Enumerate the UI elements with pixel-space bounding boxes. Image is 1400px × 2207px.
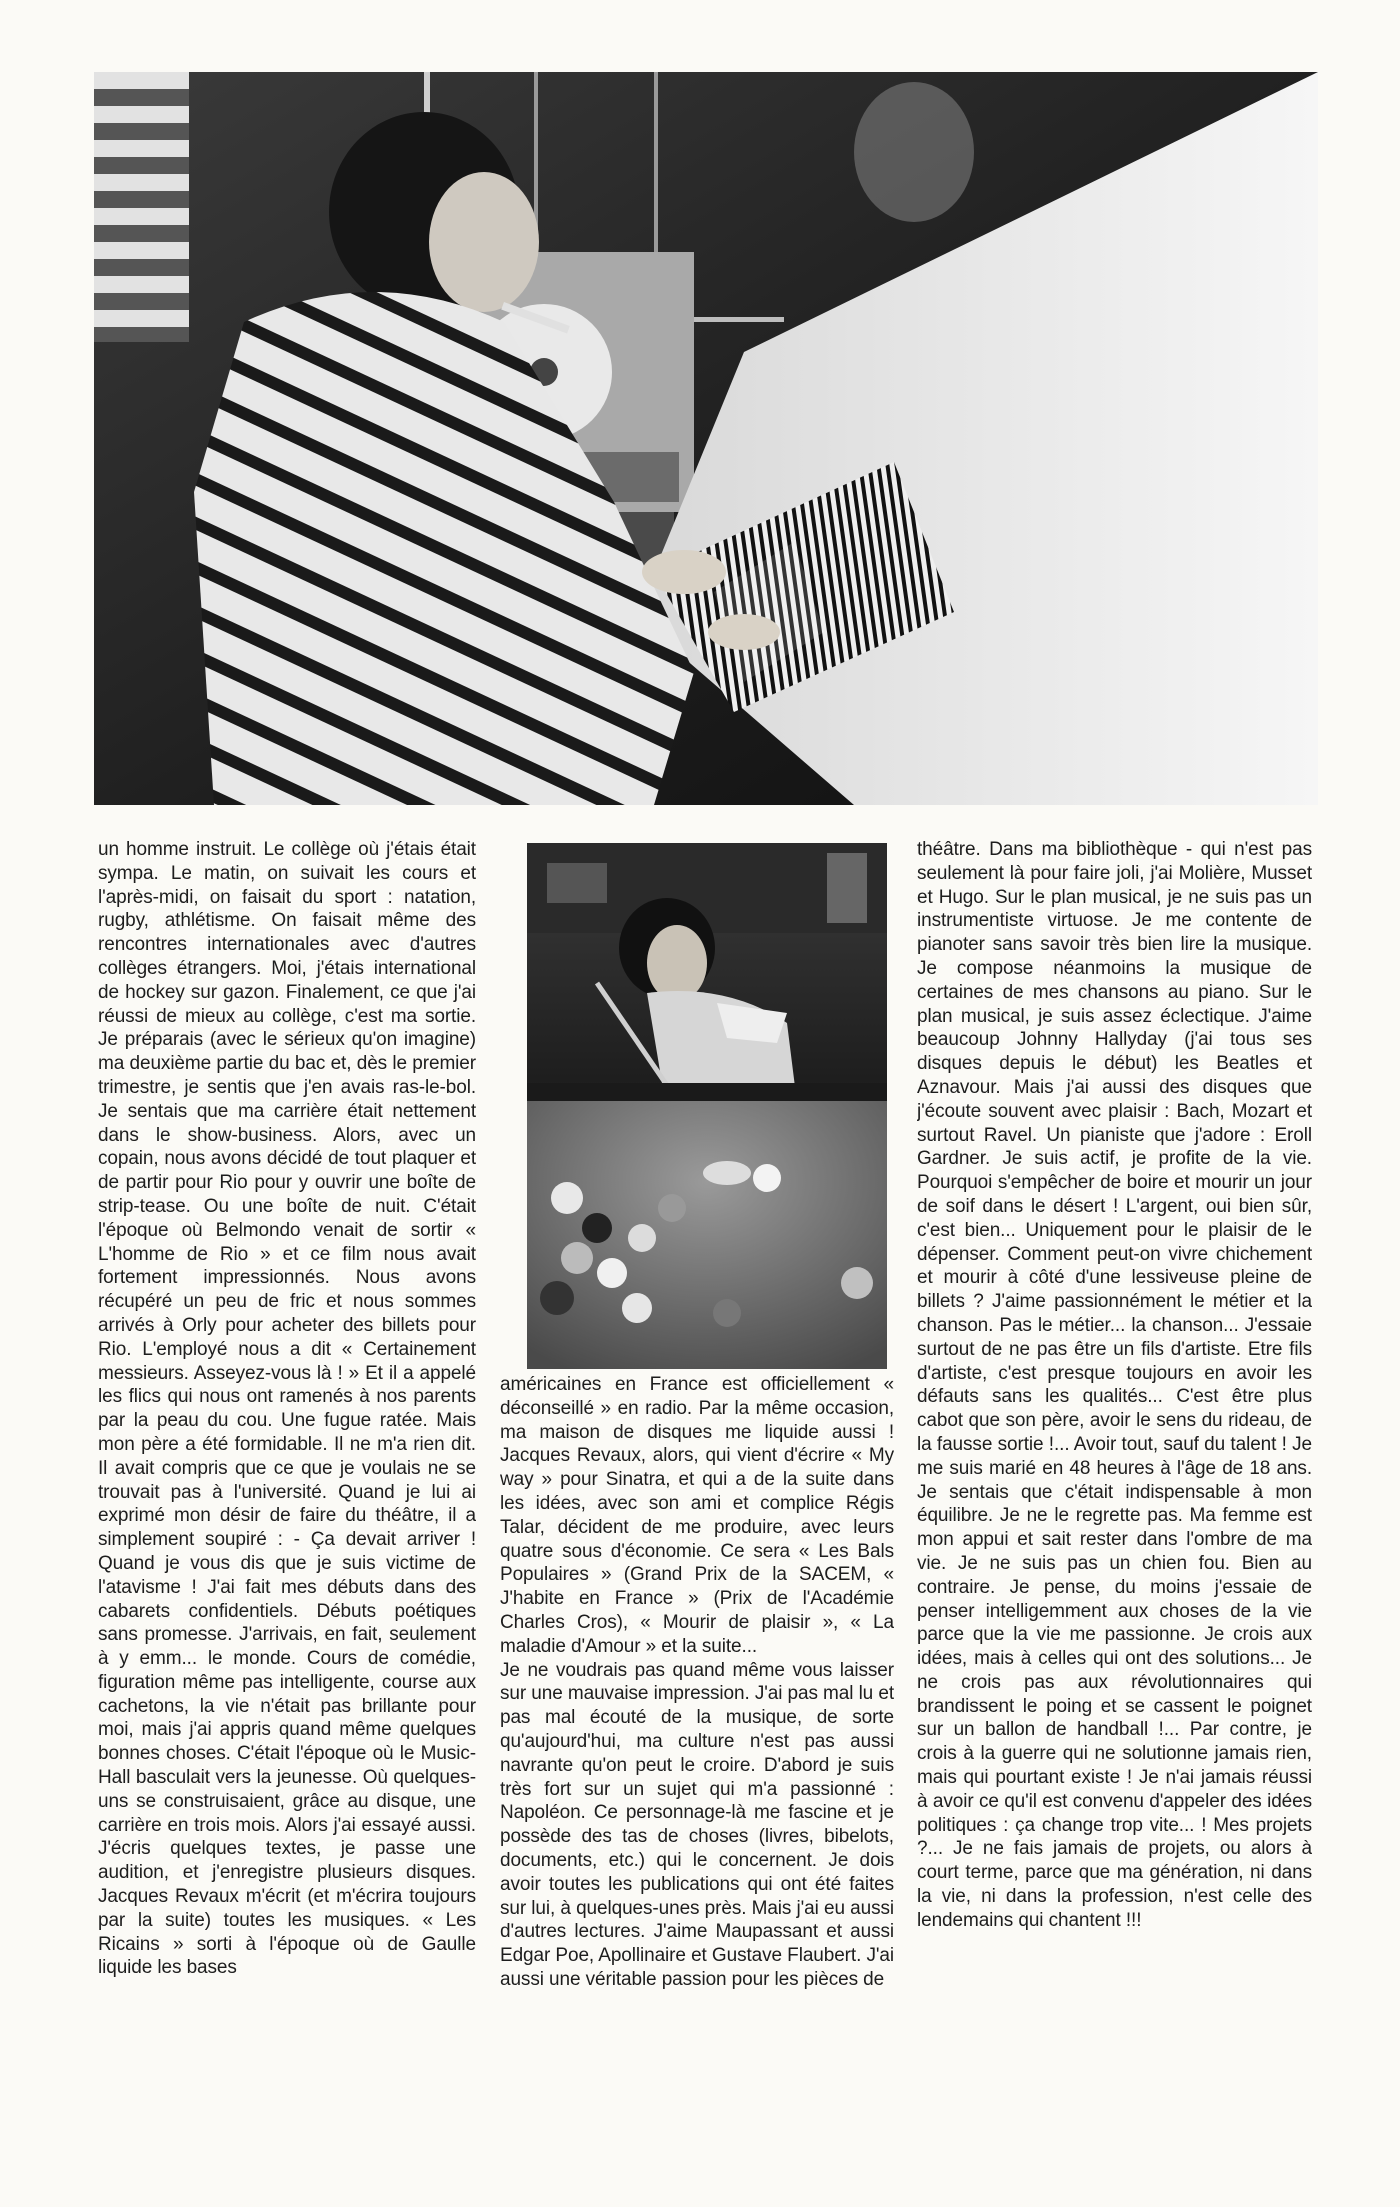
article-text-middle-2: Je ne voudrais pas quand même vous laisser sur une mauvaise impression. J'ai pas mal lu et pas mal écouté de la musique, de sorte qu'aujourd'hui, ma culture n'est pas aussi navrante qu'on peut le croire. D'abord je suis très fort sur un sujet qui m'a passionné : Napoléon. Ce personnage-là me fascine et je possède des tas de choses (livres, bibelots, documents, etc.) qui le concernent. Je dois avoir toutes les publications qui ont été faites sur lui, à quelques-unes près. Mais j'ai eu aussi d'autres lectures. J'aime Maupassant et aussi Edgar Poe, Apollinaire et Gustave Flaubert. J'ai aussi une véritable passion pour les pièces de [500,1659,894,1990]
photo-billiard-player [527,843,887,1369]
photo-billiard-image [527,843,887,1369]
article-text-middle-1: américaines en France est officiellement « déconseillé » en radio. Par la même occasion, ma maison de disques me liquide aussi ! Jacques Revaux, alors, qui vient d'écrire « My way » pour Sinatra, et qui a de la suite dans les idées, avec son ami et complice Régis Talar, décident de me produire, avec leurs quatre sous d'économie. Ce sera « Les Bals Populaires » (Grand Prix de la SACEM, « J'habite en France » (Prix de l'Académie Charles Cros), « Mourir de plaisir », « La maladie d'Amour » et la suite... [500,1374,894,1657]
article-text-left: un homme instruit. Le collège où j'étais était sympa. Le matin, on suivait les cours et l'après-midi, on faisait du sport : natation, rugby, athlétisme. On faisait même des rencontres internationales avec d'autres collèges étrangers. Moi, j'étais international de hockey sur gazon. Finalement, ce que j'ai réussi de mieux au collège, c'est ma sortie. Je préparais (avec le sérieux qu'on imagine) ma deuxième partie du bac et, dès le premier trimestre, je sentis que j'en avais ras-le-bol. Je sentais que ma carrière était nettement dans le show-business. Alors, avec un copain, nous avons décidé de tout plaquer et de partir pour Rio pour y ouvrir une boîte de strip-tease. Ou une boîte de nuit. C'était l'époque où Belmondo venait de sortir « L'homme de Rio » et ce film nous avait fortement impressionnés. Nous avons récupéré un peu de fric et nous sommes arrivés à Orly pour acheter des billets pour Rio. L'employé nous a dit « Certainement messieurs. Asseyez-vous là ! » Et il a appelé les flics qui nous ont ramenés à nos parents par la peau du cou. Une fugue ratée. Mais mon père a été formidable. Il ne m'a rien dit. Il avait compris que ce que je voulais ne se trouvait pas à l'université. Quand je lui ai exprimé mon désir de faire du théâtre, il a simplement soupiré : - Ça devait arriver ! Quand je vous dis que je suis victime de l'atavisme ! J'ai fait mes débuts dans des cabarets confidentiels. Débuts poétiques sans promesse. J'arrivais, en fait, seulement à y emm... le monde. Cours de comédie, figuration même pas intelligente, course aux cachetons, la vie n'était pas brillante pour moi, mais j'ai appris quand même quelques bonnes choses. C'était l'époque où le Music-Hall basculait vers la jeunesse. Où quelques-uns se construisaient, grâce au disque, une carrière en trois mois. Alors j'ai essayé aussi. J'écris quelques textes, je passe une audition, et j'enregistre plusieurs disques. Jacques Revaux m'écrit (et m'écrira toujours par la suite) toutes les musiques. « Les Ricains » sorti à l'époque où de Gaulle liquide les bases [98,839,476,1979]
article-column-middle [500,1373,894,2128]
article-column-left [98,838,476,2138]
photo-pianist [94,72,1318,805]
photo-pianist-image [94,72,1318,805]
article-text-right: théâtre. Dans ma bibliothèque - qui n'est pas seulement là pour faire joli, j'ai Molière, Musset et Hugo. Sur le plan musical, je ne suis pas un instrumentiste virtuose. Je me contente de pianoter sans savoir très bien lire la musique. Je compose néanmoins la musique de certaines de mes chansons au piano. Sur le plan musical, je suis assez éclectique. J'aime beaucoup Johnny Hallyday (j'ai tous ses disques depuis le début) les Beatles et Aznavour. Mais j'ai aussi des disques que j'écoute souvent avec plaisir : Bach, Mozart et surtout Ravel. Un pianiste que j'adore : Eroll Gardner. Je suis actif, je profite de la vie. Pourquoi s'empêcher de boire et mourir un jour de soif dans le désert ! L'argent, oui bien sûr, c'est bien... Uniquement pour le plaisir de le dépenser. Comment peut-on vivre chichement et mourir à côté d'une lessiveuse pleine de billets ? J'aime passionnément le métier et la chanson. Pas le métier... la chanson... J'essaie surtout de ne pas être un fils d'artiste. Etre fils d'artiste, c'est presque toujours en avoir les défauts sans les qualités... C'est être plus cabot que son père, avoir le sens du rideau, de la fausse sortie !... Avoir tout, sauf du talent ! Je me suis marié en 48 heures à l'âge de 18 ans. Je sentais que c'était indispensable à mon équilibre. Je ne le regrette pas. Ma femme est mon appui et sait rester dans l'ombre de ma vie. Je ne suis pas un chien fou. Bien au contraire. Je pense, du moins j'essaie de penser intelligemment aux choses de la vie parce que la vie me passionne. Je crois aux idées, mais à celles qui ont des solutions... Je ne crois pas aux révolutionnaires qui brandissent le poing et se cassent le poignet sur un ballon de handball !... Par contre, je crois à la guerre qui ne solutionne jamais rien, mais qui pourtant existe ! Je n'ai jamais réussi à avoir ce qu'il est convenu d'appeler des idées politiques : ça change trop vite... ! Mes projets ?... Je ne fais jamais de projets, ou alors à court terme, parce que ma génération, ni dans la vie, ni dans la profession, n'est celle des lendemains qui chantent !!! [917,839,1312,1931]
article-column-right [917,838,1312,2138]
